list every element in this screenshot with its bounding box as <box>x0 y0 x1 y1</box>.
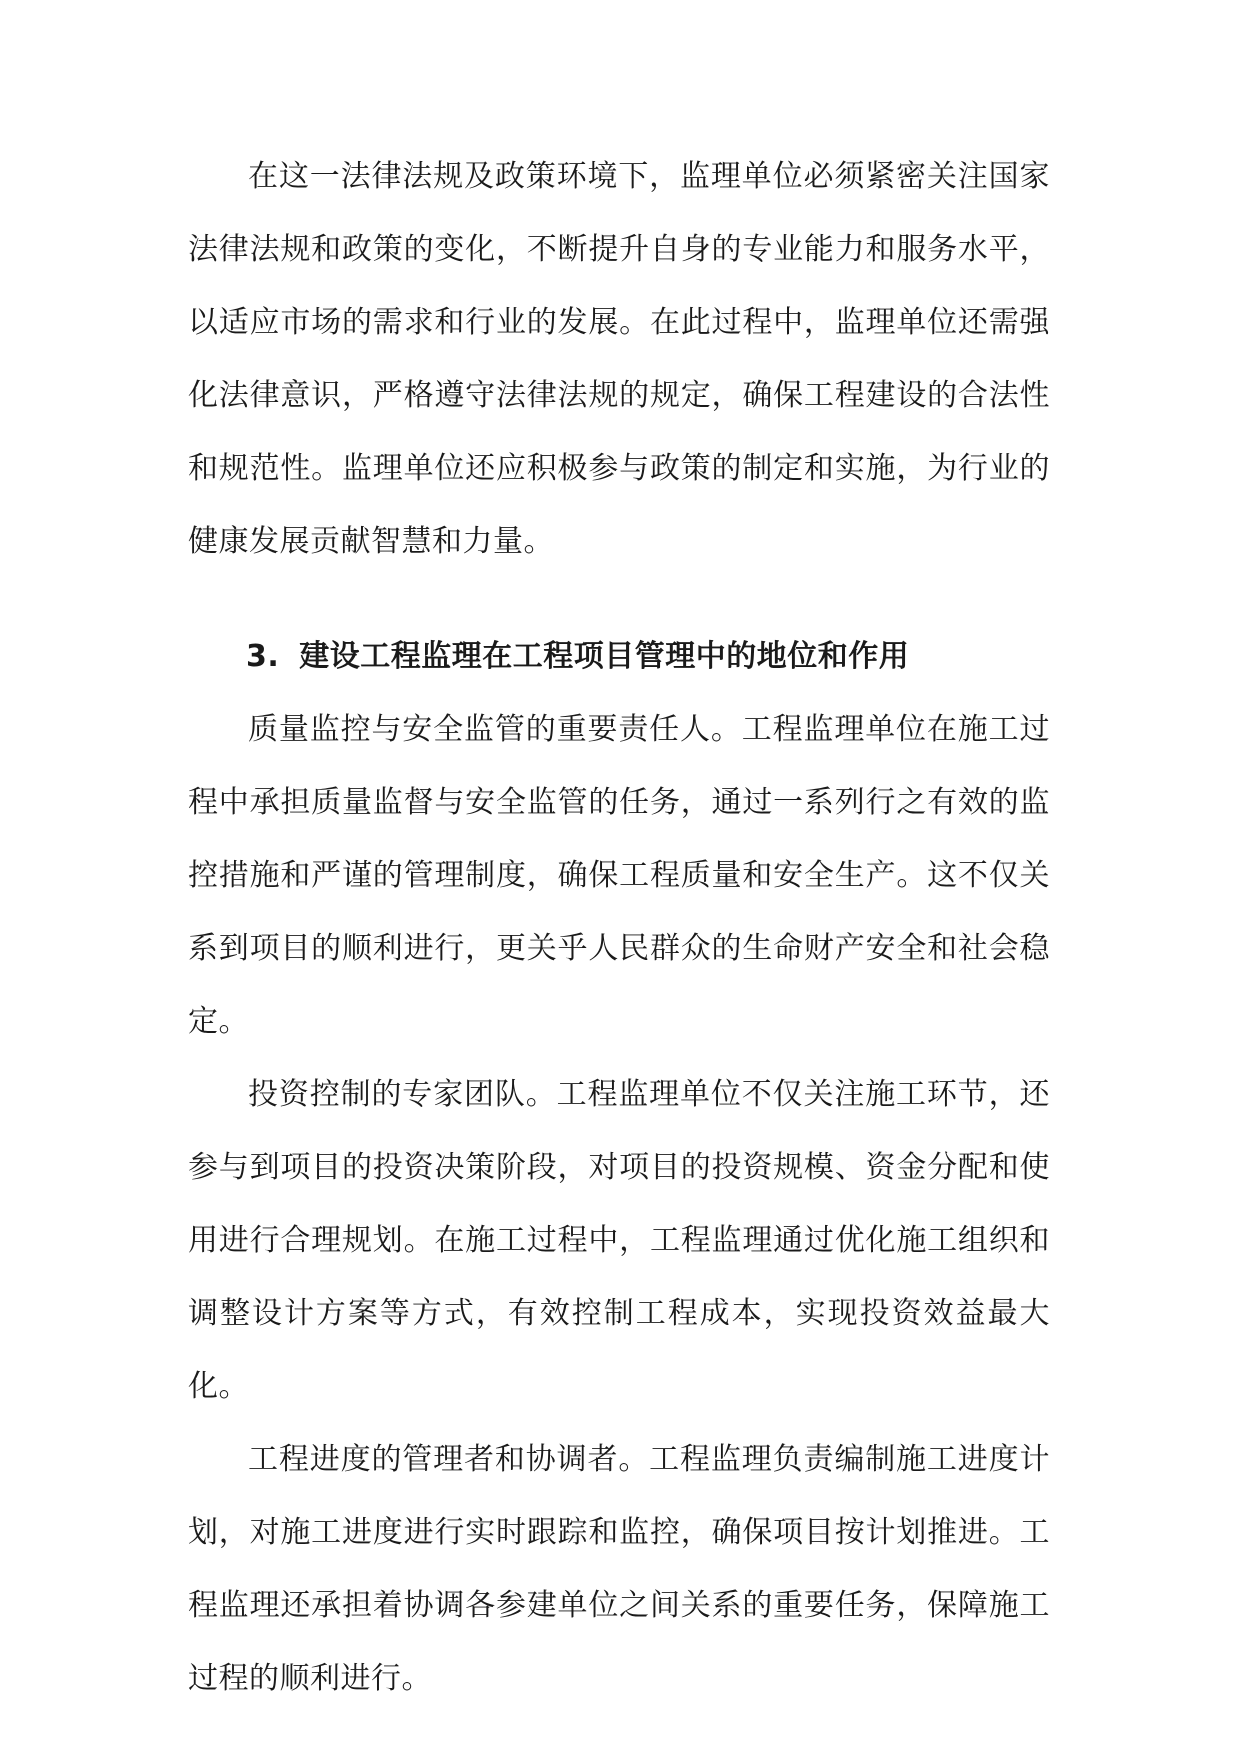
section-title: 建设工程监理在工程项目管理中的地位和作用 <box>299 639 910 674</box>
paragraph-investment-control: 投资控制的专家团队。工程监理单位不仅关注施工环节，还参与到项目的投资决策阶段，对项目的投资规模、资金分配和使用进行合理规划。在施工过程中，工程监理通过优化施工组织和调整设计方案等方式，有效控制工程成本，实现投资效益最大化。 <box>188 1077 1050 1404</box>
paragraph-legal-environment: 在这一法律法规及政策环境下，监理单位必须紧密关注国家法律法规和政策的变化，不断提升自身的专业能力和服务水平，以适应市场的需求和行业的发展。在此过程中，监理单位还需强化法律意识，严格遵守法律法规的规定，确保工程建设的合法性和规范性。监理单位还应积极参与政策的制定和实施，为行业的健康发展贡献智慧和力量。 <box>188 159 1050 559</box>
paragraph-schedule-management: 工程进度的管理者和协调者。工程监理负责编制施工进度计划，对施工进度进行实时跟踪和监控，确保项目按计划推进。工程监理还承担着协调各参建单位之间关系的重要任务，保障施工过程的顺利进行。 <box>188 1442 1050 1696</box>
section-number: 3. <box>246 639 280 674</box>
paragraph-quality-safety: 质量监控与安全监管的重要责任人。工程监理单位在施工过程中承担质量监督与安全监管的任务，通过一系列行之有效的监控措施和严谨的管理制度，确保工程质量和安全生产。这不仅关系到项目的顺利进行，更关乎人民群众的生命财产安全和社会稳定。 <box>188 712 1050 1039</box>
section-heading <box>188 620 1050 693</box>
document-page <box>188 140 1050 1715</box>
